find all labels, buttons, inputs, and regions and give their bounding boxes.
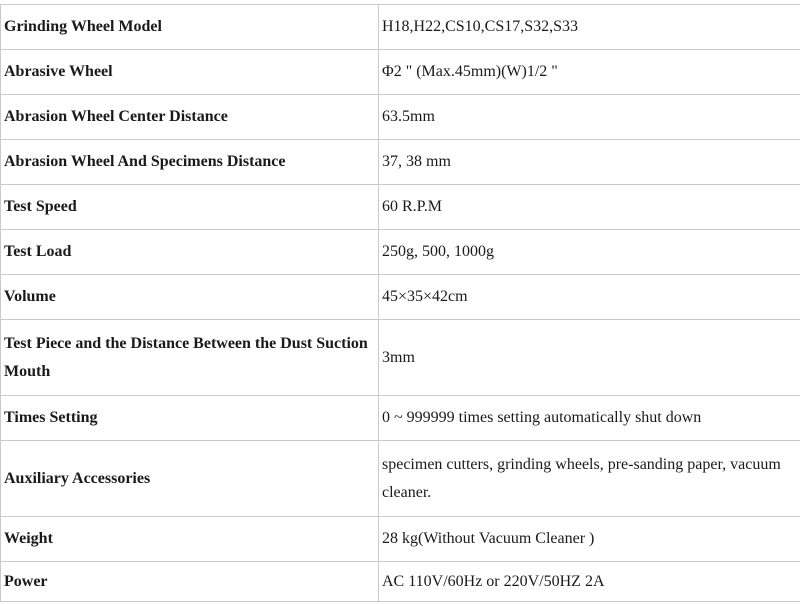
- spec-label: Test Piece and the Distance Between the Dust Suction Mouth: [1, 320, 379, 396]
- spec-value: AC 110V/60Hz or 220V/50HZ 2A: [379, 562, 800, 602]
- table-row: [1, 562, 800, 602]
- spec-label: Test Speed: [1, 185, 379, 230]
- spec-label: Test Load: [1, 230, 379, 275]
- table-row: [1, 140, 800, 185]
- spec-value: H18,H22,CS10,CS17,S32,S33: [379, 5, 800, 50]
- table-row: [1, 230, 800, 275]
- spec-label: Abrasive Wheel: [1, 50, 379, 95]
- spec-label: Auxiliary Accessories: [1, 441, 379, 517]
- spec-value: 3mm: [379, 320, 800, 396]
- spec-value: Φ2 " (Max.45mm)(W)1/2 ": [379, 50, 800, 95]
- spec-value: 28 kg(Without Vacuum Cleaner ): [379, 517, 800, 562]
- table-row: [1, 185, 800, 230]
- spec-label: Volume: [1, 275, 379, 320]
- table-row: [1, 275, 800, 320]
- spec-value: 45×35×42cm: [379, 275, 800, 320]
- spec-value: 0 ~ 999999 times setting automatically shut down: [379, 396, 800, 441]
- spec-label: Weight: [1, 517, 379, 562]
- table-row: [1, 320, 800, 396]
- table-row: [1, 396, 800, 441]
- spec-label: Abrasion Wheel Center Distance: [1, 95, 379, 140]
- table-row: [1, 5, 800, 50]
- spec-value: 37, 38 mm: [379, 140, 800, 185]
- table-row: [1, 95, 800, 140]
- spec-value: specimen cutters, grinding wheels, pre-sanding paper, vacuum cleaner.: [379, 441, 800, 517]
- table-row: [1, 50, 800, 95]
- spec-value: 63.5mm: [379, 95, 800, 140]
- table-row: [1, 517, 800, 562]
- spec-label: Times Setting: [1, 396, 379, 441]
- spec-label: Abrasion Wheel And Specimens Distance: [1, 140, 379, 185]
- specification-table: [0, 4, 800, 602]
- spec-value: 60 R.P.M: [379, 185, 800, 230]
- table-row: [1, 441, 800, 517]
- spec-label: Grinding Wheel Model: [1, 5, 379, 50]
- spec-value: 250g, 500, 1000g: [379, 230, 800, 275]
- spec-label: Power: [1, 562, 379, 602]
